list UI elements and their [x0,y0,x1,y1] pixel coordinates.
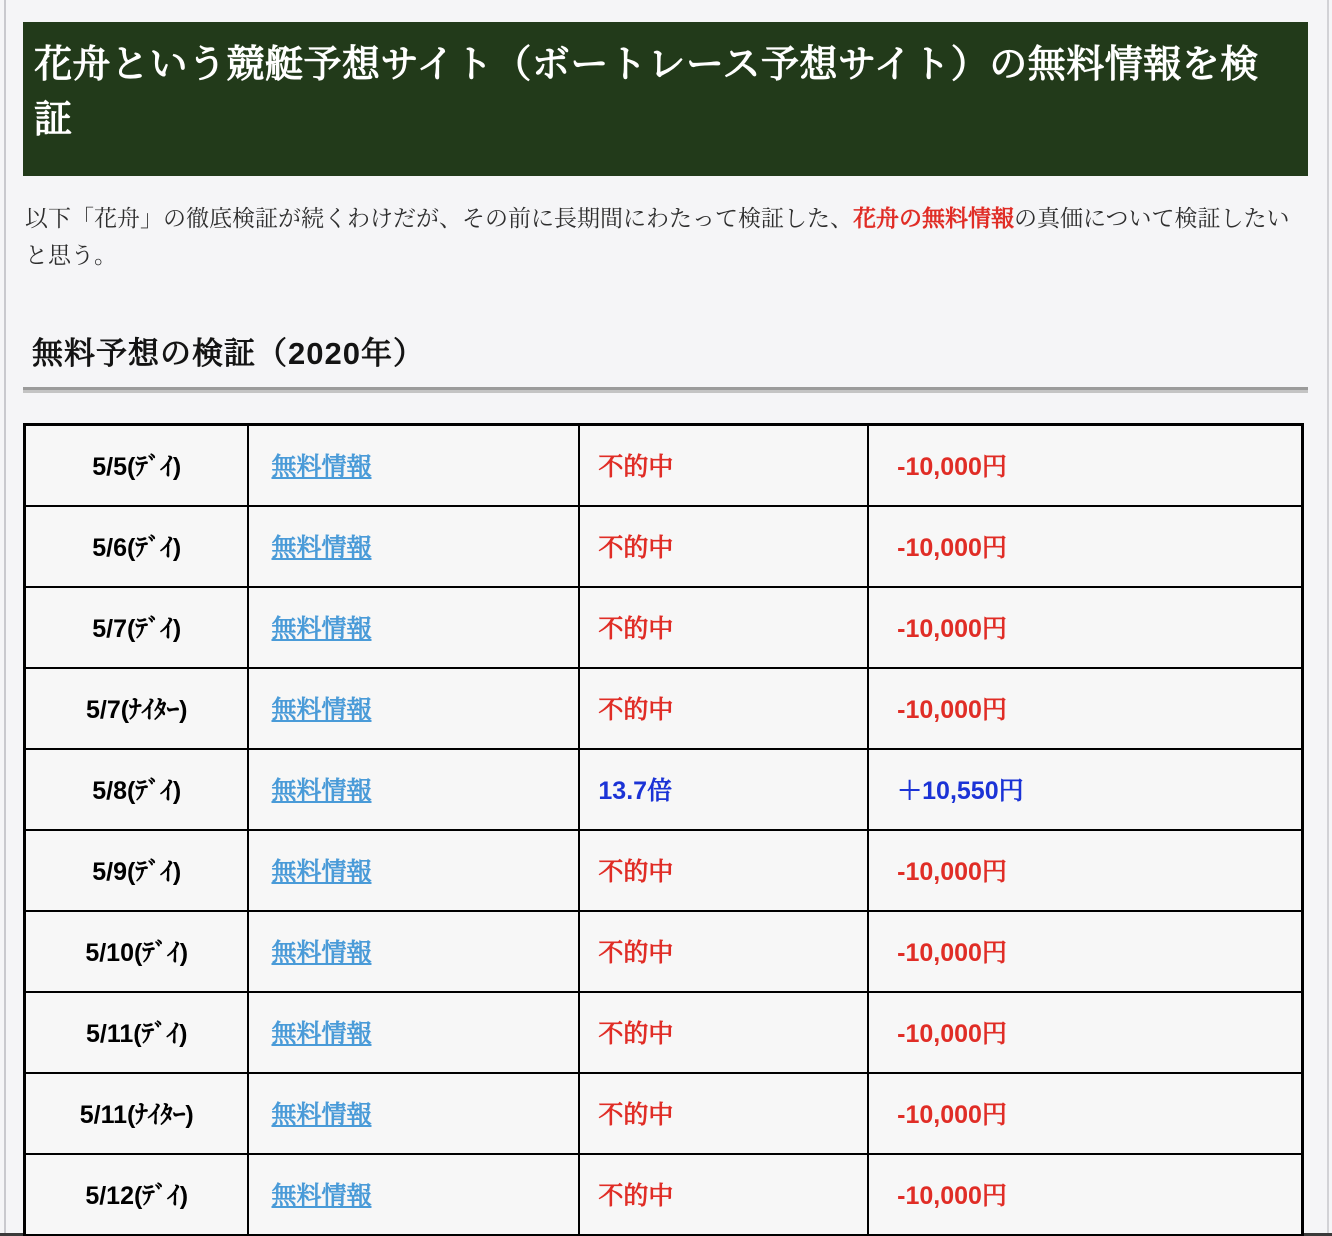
table-row-5/9(ﾃﾞｲ) [25,830,1303,911]
table-row-5/11(ﾅｲﾀｰ) [25,1073,1303,1154]
race-date-cell: 5/11(ﾅｲﾀｰ) [25,1073,249,1154]
table-row-5/6(ﾃﾞｲ) [25,506,1303,587]
race-date-cell: 5/8(ﾃﾞｲ) [25,749,249,830]
amount-cell: -10,000円 [868,424,1302,506]
amount-cell: -10,000円 [868,1073,1302,1154]
section-divider [23,387,1308,393]
section-title: 無料予想の検証（2020年） [32,335,425,371]
free-info-cell [248,1073,579,1154]
free-info-link[interactable]: 無料情報 [271,1020,372,1049]
amount-cell: -10,000円 [868,668,1302,749]
free-info-cell [248,506,579,587]
result-cell: 不的中 [579,424,868,506]
result-cell: 13.7倍 [579,749,868,830]
table-row-5/10(ﾃﾞｲ) [25,911,1303,992]
intro-text-after: の真価について検証したいと思う。 [25,205,1290,268]
amount-cell: -10,000円 [868,830,1302,911]
result-cell: 不的中 [579,830,868,911]
result-cell: 不的中 [579,506,868,587]
amount-cell: -10,000円 [868,992,1302,1073]
race-date-cell: 5/12(ﾃﾞｲ) [25,1154,249,1236]
window-edge-right [1327,0,1329,1236]
result-cell: 不的中 [579,1073,868,1154]
free-prediction-results-table [23,423,1304,1236]
window-edge-left [4,0,6,1236]
table-row-5/7(ﾃﾞｲ) [25,587,1303,668]
amount-cell: -10,000円 [868,1154,1302,1236]
table-row-5/5(ﾃﾞｲ) [25,424,1303,506]
free-info-cell [248,749,579,830]
result-cell: 不的中 [579,1154,868,1236]
race-date-cell: 5/5(ﾃﾞｲ) [25,424,249,506]
free-info-link[interactable]: 無料情報 [271,1101,372,1130]
table-row-5/8(ﾃﾞｲ) [25,749,1303,830]
table-row-5/7(ﾅｲﾀｰ) [25,668,1303,749]
table-row-5/12(ﾃﾞｲ) [25,1154,1303,1236]
free-info-link[interactable]: 無料情報 [271,696,372,725]
free-info-cell [248,992,579,1073]
race-date-cell: 5/6(ﾃﾞｲ) [25,506,249,587]
free-info-cell [248,424,579,506]
free-info-link[interactable]: 無料情報 [271,939,372,968]
intro-text-before: 以下「花舟」の徹底検証が続くわけだが、その前に長期間にわたって検証した、 [25,205,853,232]
free-info-link[interactable]: 無料情報 [271,453,372,482]
intro-paragraph [25,200,1308,274]
free-info-link[interactable]: 無料情報 [271,858,372,887]
amount-cell: -10,000円 [868,911,1302,992]
free-info-cell [248,911,579,992]
amount-cell: -10,000円 [868,506,1302,587]
page-title: 花舟という競艇予想サイト（ボートレース予想サイト）の無料情報を検証 [23,22,1308,176]
amount-cell: -10,000円 [868,587,1302,668]
result-cell: 不的中 [579,992,868,1073]
free-info-cell [248,668,579,749]
free-info-link[interactable]: 無料情報 [271,615,372,644]
result-cell: 不的中 [579,911,868,992]
race-date-cell: 5/7(ﾃﾞｲ) [25,587,249,668]
free-info-cell [248,1154,579,1236]
result-cell: 不的中 [579,668,868,749]
race-date-cell: 5/11(ﾃﾞｲ) [25,992,249,1073]
amount-cell: ＋10,550円 [868,749,1302,830]
result-cell: 不的中 [579,587,868,668]
free-info-cell [248,587,579,668]
article-content [23,0,1308,1236]
free-info-link[interactable]: 無料情報 [271,534,372,563]
free-info-link[interactable]: 無料情報 [271,1182,372,1211]
intro-highlight: 花舟の無料情報 [853,205,1014,232]
results-table-body [25,424,1303,1235]
race-date-cell: 5/9(ﾃﾞｲ) [25,830,249,911]
race-date-cell: 5/7(ﾅｲﾀｰ) [25,668,249,749]
free-info-link[interactable]: 無料情報 [271,777,372,806]
free-info-cell [248,830,579,911]
table-row-5/11(ﾃﾞｲ) [25,992,1303,1073]
race-date-cell: 5/10(ﾃﾞｲ) [25,911,249,992]
